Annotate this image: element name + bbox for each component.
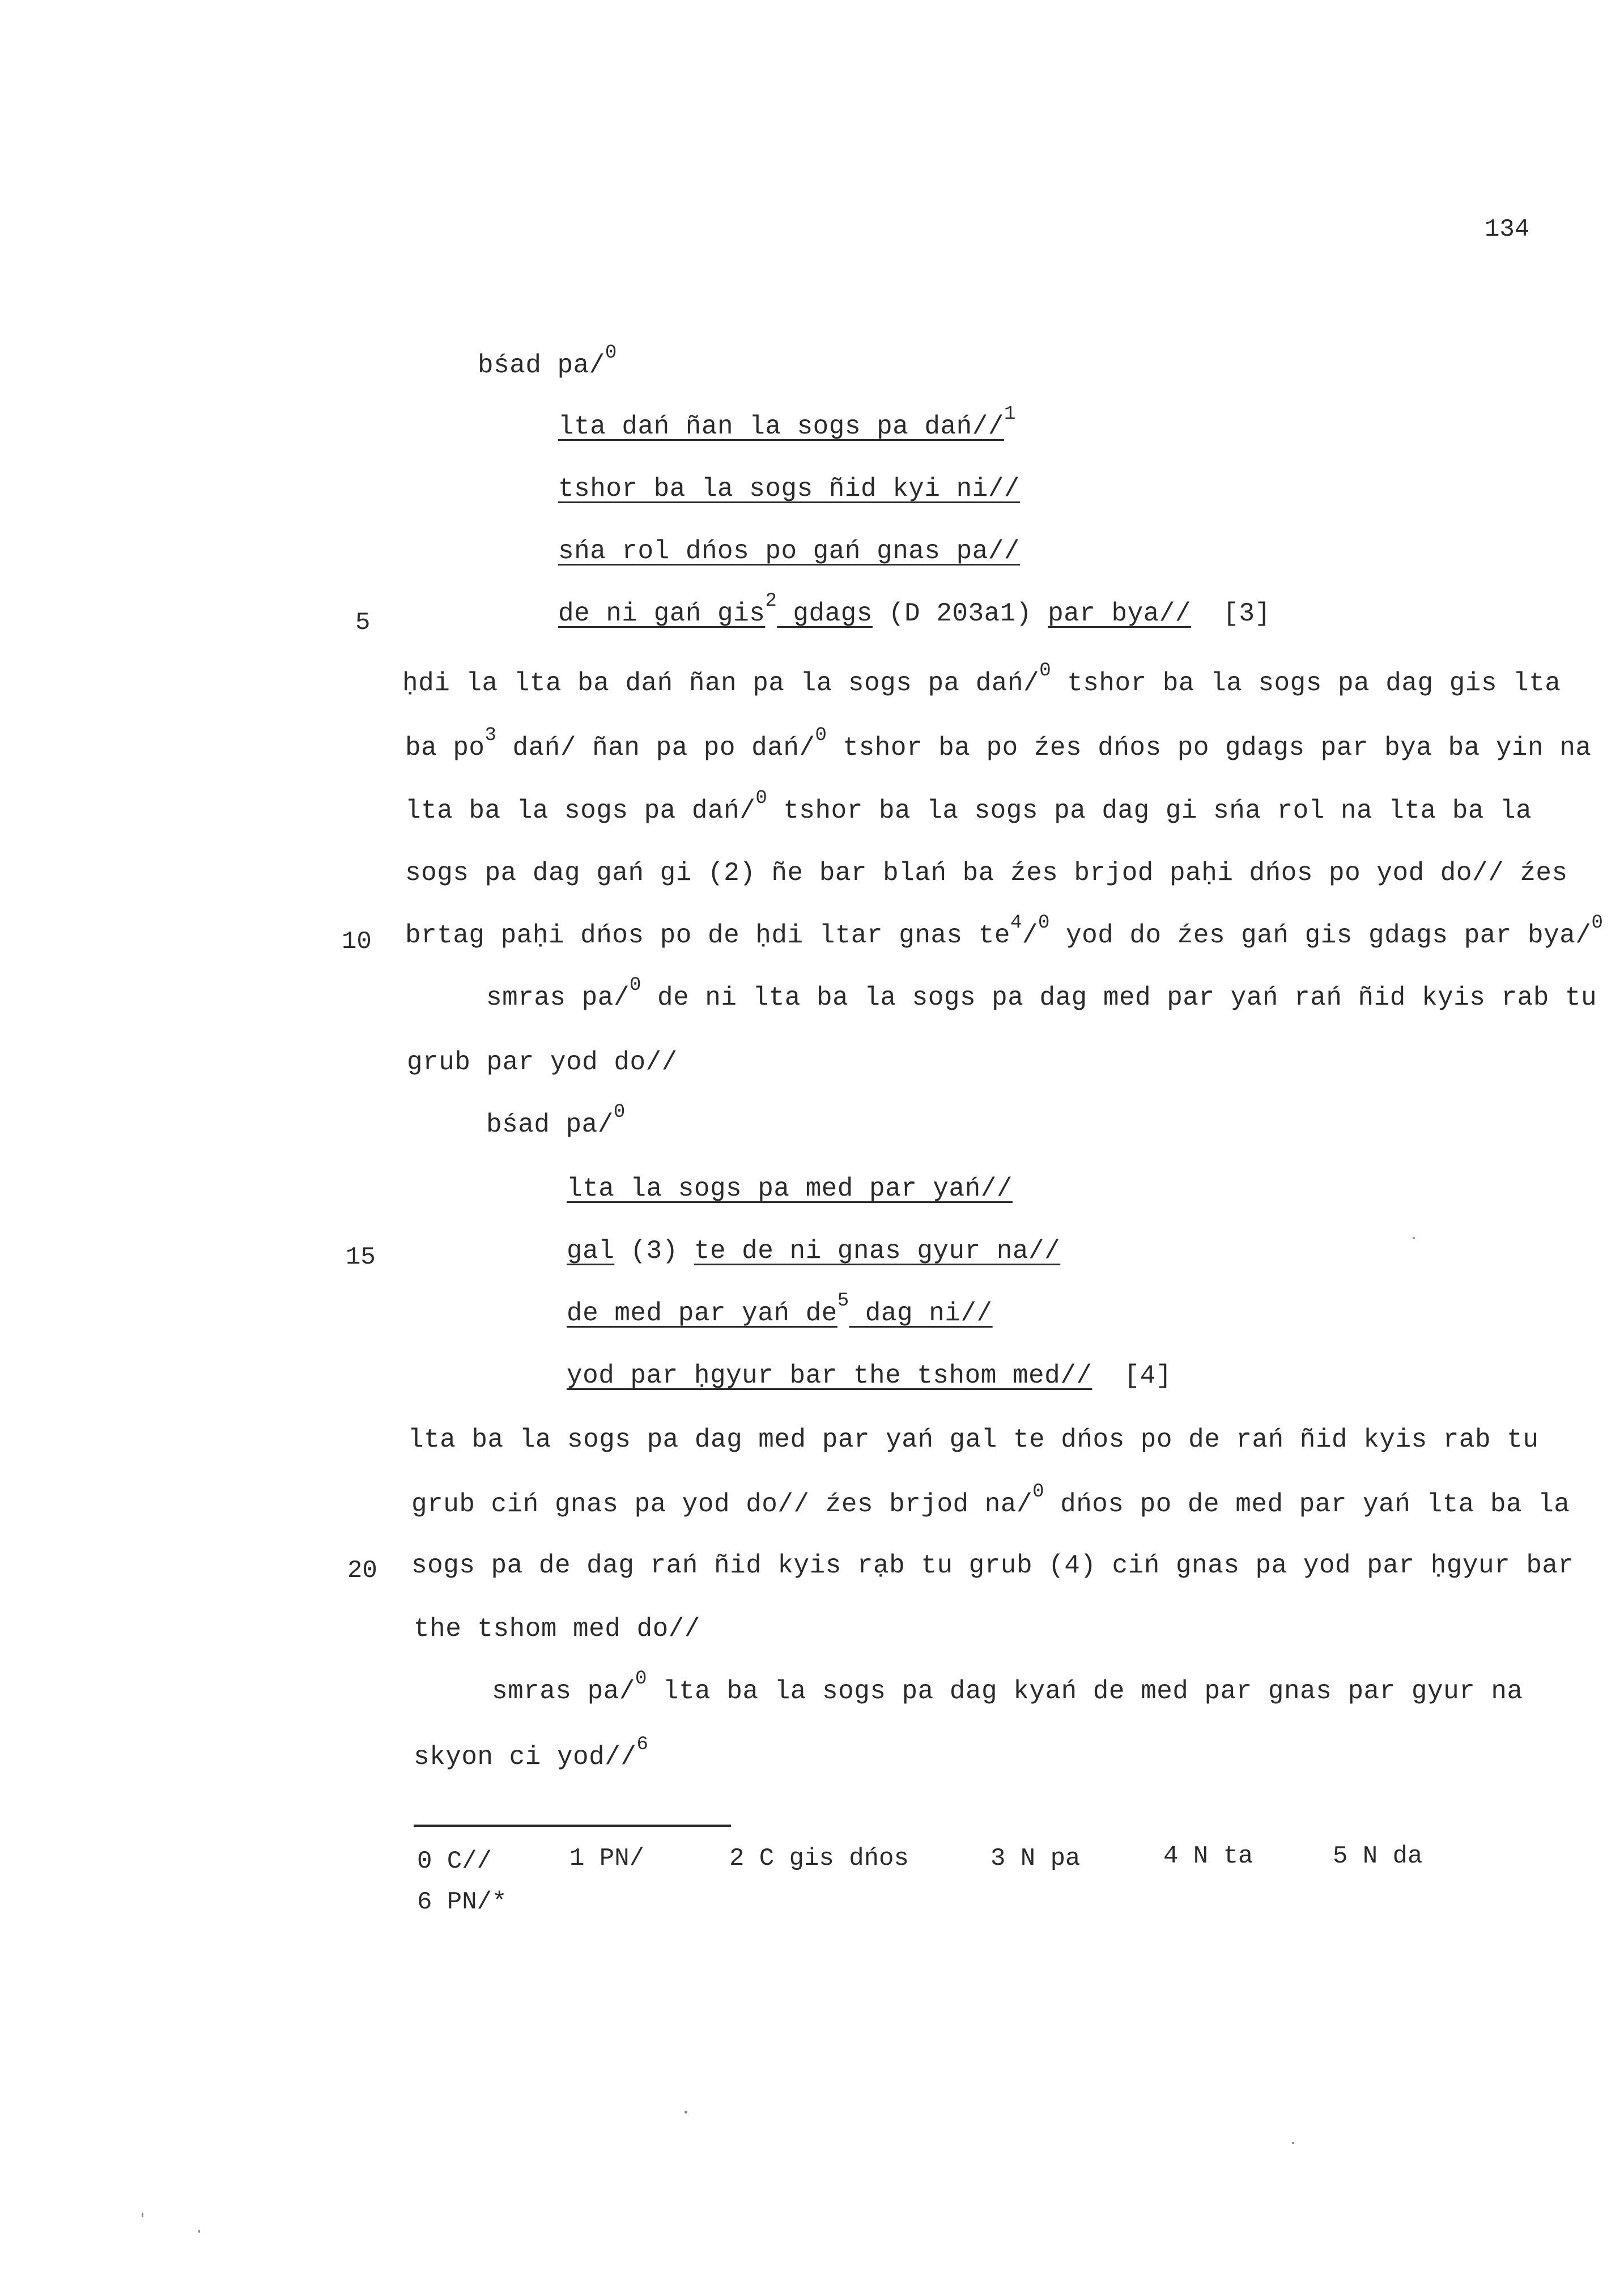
prose1-line7: grub par yod do//: [407, 1048, 678, 1077]
verse2-line1: lta la sogs pa med par yań//: [567, 1174, 1013, 1204]
footnote-4: 4 N ta: [1163, 1842, 1253, 1870]
footnote-5: 5 N da: [1333, 1842, 1423, 1870]
prose1-line2: ba $po^3$ dań/ ñan pa po dań/$^0$ tshor ba po źes dńos po gdags par bya ba yin na: [405, 725, 1592, 763]
prose1-line5: brtag paḥi dńos po de ḥdi ltar gnas $te^4/^0$ yod do źes gań gis gdags par bya/$^0$: [405, 912, 1604, 950]
prose1-line4: sogs pa dag gań gi (2) ñe bar blań ba źes brjod paḥi dńos po yod do// źes: [405, 858, 1568, 888]
prose2-line1: lta ba la sogs pa dag med par yań gal te dńos po de rań ñid kyis rab tu: [408, 1425, 1539, 1455]
verse2-line2: gal (3) te de ni gnas gyur na//: [567, 1236, 1061, 1266]
footnote-2: 2 C gis dńos: [729, 1844, 909, 1873]
verse2-line4: yod par ḥgyur bar the tshom med// [4]: [567, 1361, 1172, 1391]
prose2-line2: grub ciń gnas pa yod do// źes brjod na/$^0$ dńos po de med par yań lta ba la: [411, 1481, 1570, 1519]
verse2-label: bśad pa/$^0$: [486, 1102, 626, 1140]
footnote-rule: [414, 1825, 731, 1827]
scan-speck: [685, 2111, 687, 2114]
verse1-line2: tshor ba la sogs ñid kyi ni//: [558, 474, 1021, 504]
footnote-3: 3 N pa: [990, 1844, 1081, 1873]
verse2-line3: de med par yań $de^5$ dag ni//: [567, 1290, 993, 1328]
scan-speck: [1413, 1237, 1415, 1239]
scan-speck: [142, 2213, 143, 2217]
prose2-line3: sogs pa de dag rań ñid kyis rạb tu grub (4) ciń gnas pa yod par ḥgyur bar: [411, 1551, 1574, 1580]
verse1-line3: sńa rol dńos po gań gnas pa//: [558, 537, 1021, 566]
scan-speck: [198, 2230, 200, 2233]
verse1-line1: lta dań ñan la sogs pa dań//$^1$: [558, 403, 1016, 441]
prose2-line4: the tshom med do//: [414, 1614, 700, 1644]
scan-speck: [1292, 2142, 1294, 2144]
prose1-line6: smras pa/$^0$ de ni lta ba la sogs pa dag med par yań rań ñid kyis rab tu: [486, 975, 1597, 1013]
prose1-line3: lta ba la sogs pa dań/$^0$ tshor ba la sogs pa dag gi sńa rol na lta ba la: [405, 788, 1532, 826]
prose2-line6: skyon ci yod//$^6$: [414, 1734, 649, 1772]
verse1-line4: de ni gań gis$^2$ gdags (D 203a1) par bya// [3]: [558, 590, 1271, 628]
verse1-label: bśad pa/$^0$: [478, 342, 617, 380]
line-number-5: 5: [355, 609, 371, 637]
footnote-6: 6 PN/*: [417, 1888, 507, 1916]
line-number-10: 10: [342, 928, 372, 956]
prose1-line1: ḥdi la lta ba dań ñan pa la sogs pa dań/$^0$ tshor ba la sogs pa dag gis lta: [402, 660, 1561, 698]
footnote-0: 0 C//: [417, 1847, 492, 1876]
prose2-line5: smras pa/$^0$ lta ba la sogs pa dag kyań de med par gnas par gyur na: [492, 1668, 1523, 1706]
page-number: 134: [1485, 215, 1530, 244]
line-number-15: 15: [346, 1243, 376, 1272]
footnote-1: 1 PN/: [569, 1844, 645, 1873]
line-number-20: 20: [347, 1557, 377, 1585]
